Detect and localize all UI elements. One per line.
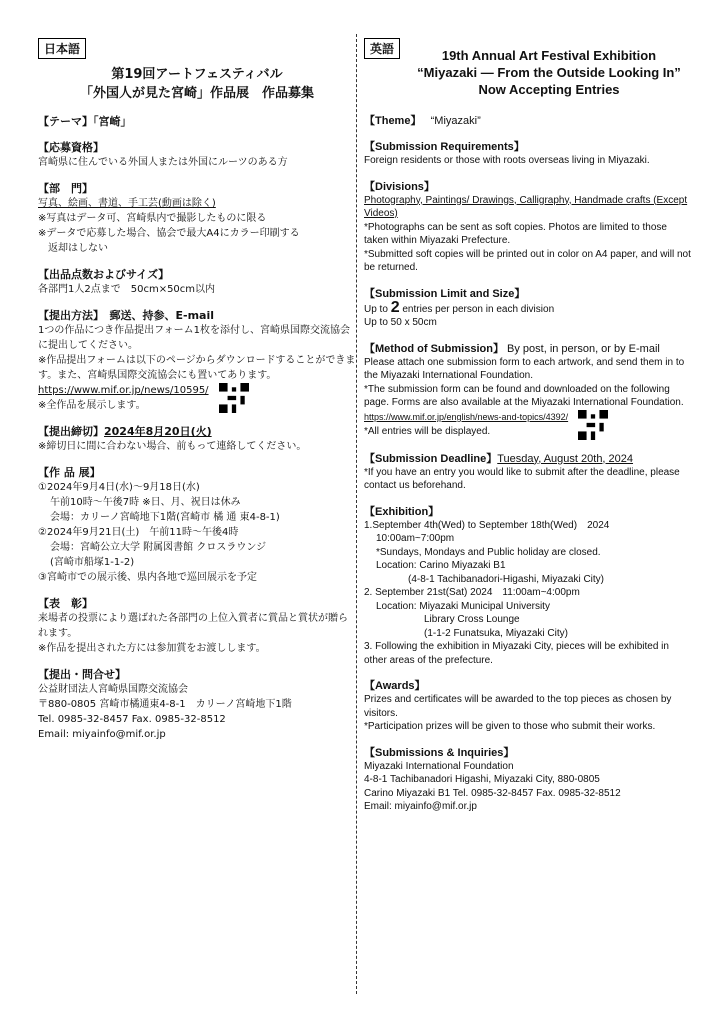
jp-div: 写真、絵画、書道、手工芸(動画は除く) (38, 198, 216, 209)
en-aw-heading: 【Awards】 (364, 680, 426, 692)
jp-aw: 来場者の投票により選ばれた各部門の上位入賞者に賞品と賞状が贈られます。 (38, 613, 348, 639)
en-div: Photography, Paintings/ Drawings, Calligraphy, Handmade crafts (Except Videos) (364, 194, 688, 219)
en-exh: Location: Miyazaki Municipal University (376, 600, 550, 612)
jp-meth-note: ※作品提出フォームは以下のページからダウンロードすることができます。また、宮崎県国際交流協会にも置いてあります。 (38, 355, 356, 381)
jp-exh: 午前10時～午後7時 ※日、月、祝日は休み (50, 497, 241, 508)
en-exh: 3. Following the exhibition in Miyazaki City, pieces will be exhibited in other areas of the prefecture. (364, 641, 669, 666)
jp-inq: 〒880-0805 宮崎市橘通東4-8-1 カリーノ宮崎地下1階 (38, 699, 292, 710)
en-aw-note: *Participation prizes will be given to those who submit their works. (364, 721, 656, 732)
en-exh: 10:00am~7:00pm (376, 533, 455, 544)
en-lim-num: 2 (390, 298, 400, 316)
en-inq: Miyazaki International Foundation (364, 760, 514, 772)
en-exh: 1.September 4th(Wed) to September 18th(Wed) 2024 (364, 519, 610, 531)
en-div-heading: 【Divisions】 (364, 180, 435, 193)
jp-exh: ②2024年9月21日(土) 午前11時～午後4時 (38, 527, 239, 538)
jp-req: 宮崎県に住んでいる外国人または外国にルーツのある方 (38, 157, 288, 168)
jp-meth-all: ※全作品を展示します。 (38, 400, 146, 411)
jp-inq-heading: 【提出・問合せ】 (38, 668, 126, 681)
en-dead-heading: 【Submission Deadline】 (364, 452, 498, 465)
en-inq: 4-8-1 Tachibanadori Higashi, Miyazaki City, 880-0805 (364, 774, 600, 785)
en-exh-heading: 【Exhibition】 (364, 505, 440, 518)
english-tag: 英語 (364, 38, 400, 59)
jp-exh: ③宮崎市での展示後、県内各地で巡回展示を予定 (38, 572, 257, 583)
en-inq-heading: 【Submissions & Inquiries】 (364, 746, 515, 759)
en-inq: Carino Miyazaki B1 Tel. 0985-32-8457 Fax. 0985-32-8512 (364, 787, 621, 799)
en-lim: entries per person in each division (402, 303, 555, 315)
jp-div-note: 返却はしない (38, 243, 108, 254)
qr-code-icon (219, 383, 249, 413)
en-meth: By post, in person, or by E-mail (507, 342, 660, 355)
jp-title: 第19回アートフェスティバル 「外国人が見た宮崎」作品展 作品募集 (79, 67, 314, 101)
en-exh: (1-1-2 Funatsuka, Miyazaki City) (424, 627, 568, 639)
jp-inq: Tel. 0985-32-8457 Fax. 0985-32-8512 (38, 714, 226, 725)
jp-div-note: ※写真はデータ可、宮崎県内で撮影したものに限る (38, 213, 267, 224)
jp-exh: ①2024年9月4日(水)～9月18日(水) (38, 482, 200, 493)
en-title: 19th Annual Art Festival Exhibition “Miyazaki — From the Outside Looking In” Now Accepting Entries (417, 48, 681, 97)
en-exh: *Sundays, Mondays and Public holiday are closed. (376, 546, 601, 558)
jp-exh: 会場：宮崎公立大学 附属図書館 クロスラウンジ (50, 542, 267, 553)
en-meth-note: *The submission form can be found and downloaded on the following page. Forms are also available at the Miyazaki International Foundation. (364, 383, 684, 408)
en-div-note: *Photographs can be sent as soft copies. Photos are limited to those taken within Miyazaki Prefecture. (364, 221, 667, 246)
en-meth-heading: 【Method of Submission】 (364, 342, 504, 355)
en-theme: “Miyazaki” (430, 115, 481, 127)
en-req-heading: 【Submission Requirements】 (364, 141, 525, 153)
en-aw: Prizes and certificates will be awarded to the top pieces as chosen by visitors. (364, 694, 672, 719)
en-url-link[interactable]: https://www.mif.or.jp/english/news-and-topics/4392/ (364, 412, 569, 422)
jp-url-link[interactable]: https://www.mif.or.jp/news/10595/ (38, 385, 209, 396)
english-column (364, 38, 694, 814)
qr-code-icon (578, 410, 608, 440)
en-lim: Up to 50 x 50cm (364, 317, 437, 328)
japanese-column (38, 38, 356, 742)
jp-lim-heading: 【出品点数およびサイズ】 (38, 268, 170, 281)
jp-dead: 2024年8月20日(火) (104, 425, 212, 438)
jp-meth-heading: 【提出方法】 郵送、持参、E-mail (38, 309, 215, 322)
en-exh: 2. September 21st(Sat) 2024 11:00am~4:00pm (364, 587, 580, 598)
jp-exh: 会場：カリーノ宮崎地下1階(宮崎市 橘 通 東4-8-1) (50, 512, 280, 523)
jp-lim: 各部門1人2点まで 50cm×50cm以内 (38, 284, 216, 295)
en-lim-heading: 【Submission Limit and Size】 (364, 287, 526, 300)
jp-exh: (宮崎市船塚1-1-2) (50, 557, 135, 568)
jp-aw-heading: 【表 彰】 (38, 597, 93, 610)
en-dead-note: *If you have an entry you would like to submit after the deadline, please contact us beforehand. (364, 466, 680, 491)
en-meth-all: *All entries will be displayed. (364, 425, 491, 437)
en-div-note: *Submitted soft copies will be printed out in color on A4 paper, and will not be returned. (364, 248, 691, 273)
en-lim: Up to (364, 303, 388, 315)
column-divider (356, 34, 357, 994)
jp-inq-email: Email: miyainfo@mif.or.jp (38, 729, 166, 740)
jp-dead-note: ※締切日に間に合わない場合、前もって連絡してください。 (38, 441, 307, 452)
en-inq-email: Email: miyainfo@mif.or.jp (364, 801, 477, 812)
en-dead: Tuesday, August 20th, 2024 (497, 452, 634, 465)
en-exh: (4-8-1 Tachibanadori-Higashi, Miyazaki City) (408, 573, 605, 585)
jp-theme: 【テーマ】「宮崎」 (38, 115, 132, 128)
jp-div-heading: 【部 門】 (38, 182, 93, 195)
en-meth: Please attach one submission form to each artwork, and send them in to the Miyazaki International Foundation. (364, 356, 685, 381)
jp-req-heading: 【応募資格】 (38, 141, 104, 154)
jp-aw-note: ※作品を提出された方には参加賞をお渡しします。 (38, 643, 266, 654)
jp-meth: 1つの作品につき作品提出フォーム1枚を添付し、宮崎県国際交流協会に提出してください。 (38, 325, 351, 351)
en-req: Foreign residents or those with roots overseas living in Miyazaki. (364, 155, 650, 166)
jp-div-note: ※データで応募した場合、協会で最大A4にカラー印刷する (38, 228, 300, 239)
en-theme-heading: 【Theme】 (364, 115, 422, 127)
jp-inq: 公益財団法人宮崎県国際交流協会 (38, 684, 188, 695)
jp-dead-heading: 【提出締切】 (38, 425, 104, 438)
jp-exh-heading: 【作 品 展】 (38, 466, 101, 479)
en-exh: Location: Carino Miyazaki B1 (376, 560, 506, 571)
en-exh: Library Cross Lounge (424, 614, 520, 625)
japanese-tag: 日本語 (38, 38, 86, 59)
